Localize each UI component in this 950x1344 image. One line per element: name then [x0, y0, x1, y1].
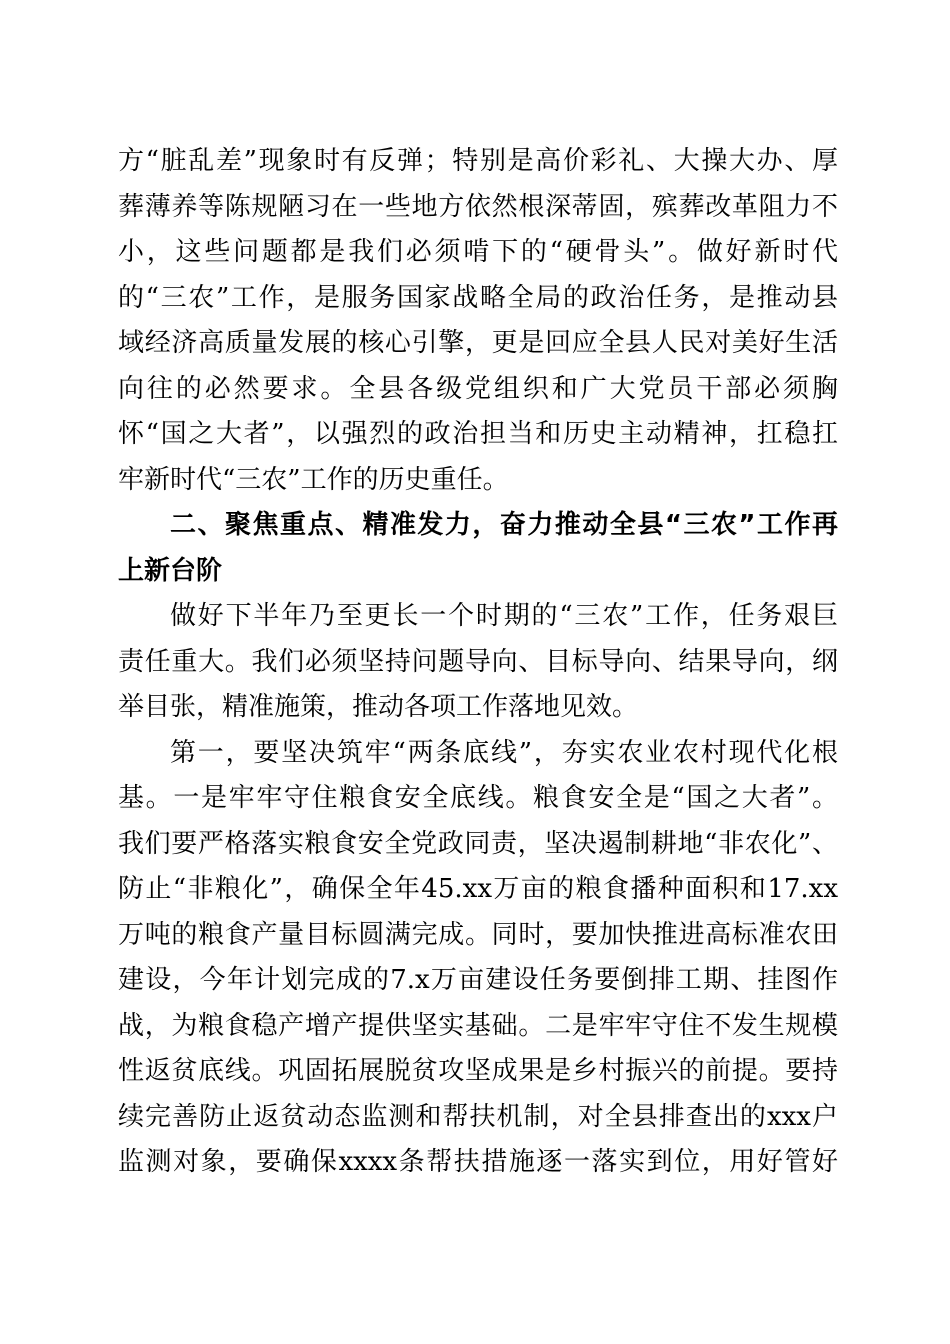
text-line: 防止“非粮化”，确保全年45.xx万亩的粮食播种面积和17.xx — [118, 874, 838, 904]
text-line: 做好下半年乃至更长一个时期的“三农”工作，任务艰巨 — [170, 601, 838, 631]
text-line: 葬薄养等陈规陋习在一些地方依然根深蒂固，殡葬改革阻力不 — [118, 191, 838, 222]
text-line: 牢新时代“三农”工作的历史重任。 — [118, 464, 509, 495]
text-line: 战，为粮食稳产增产提供坚实基础。二是牢牢守住不发生规模 — [118, 1010, 838, 1041]
text-line: 建设，今年计划完成的7.x万亩建设任务要倒排工期、挂图作 — [118, 965, 838, 995]
text-line: 的“三农”工作，是服务国家战略全局的政治任务，是推动县 — [118, 282, 838, 313]
paragraph — [118, 594, 838, 731]
text-line: 续完善防止返贫动态监测和帮扶机制，对全县排查出的xxx户 — [118, 1101, 838, 1132]
text-line: 我们要严格落实粮食安全党政同责，坚决遏制耕地“非农化”、 — [118, 828, 838, 859]
text-line: 性返贫底线。巩固拓展脱贫攻坚成果是乡村振兴的前提。要持 — [118, 1056, 838, 1086]
text-line: 域经济高质量发展的核心引擎，更是回应全县人民对美好生活 — [118, 328, 838, 358]
text-line: 万吨的粮食产量目标圆满完成。同时，要加快推进高标准农田 — [118, 919, 838, 950]
document-body — [118, 139, 838, 1186]
text-line: 基。一是牢牢守住粮食安全底线。粮食安全是“国之大者”。 — [118, 783, 838, 813]
text-line: 举目张，精准施策，推动各项工作落地见效。 — [118, 692, 639, 722]
heading-line: 上新台阶 — [118, 555, 223, 586]
text-line: 怀“国之大者”，以强烈的政治担当和历史主动精神，扛稳扛 — [118, 419, 838, 449]
heading-line: 二、聚焦重点、精准发力，奋力推动全县“三农”工作再 — [170, 510, 838, 540]
text-line: 小，这些问题都是我们必须啃下的“硬骨头”。做好新时代 — [118, 237, 838, 267]
text-line: 方“脏乱差”现象时有反弹；特别是高价彩礼、大操大办、厚 — [118, 146, 838, 176]
text-line: 责任重大。我们必须坚持问题导向、目标导向、结果导向，纲 — [118, 646, 838, 677]
text-line: 向往的必然要求。全县各级党组织和广大党员干部必须胸 — [118, 373, 838, 404]
paragraph — [118, 139, 838, 503]
paragraph — [118, 731, 838, 1186]
section-heading — [118, 503, 838, 594]
text-line: 第一，要坚决筑牢“两条底线”，夯实农业农村现代化根 — [170, 737, 838, 768]
text-line: 监测对象，要确保xxxx条帮扶措施逐一落实到位，用好管好 — [118, 1147, 838, 1177]
